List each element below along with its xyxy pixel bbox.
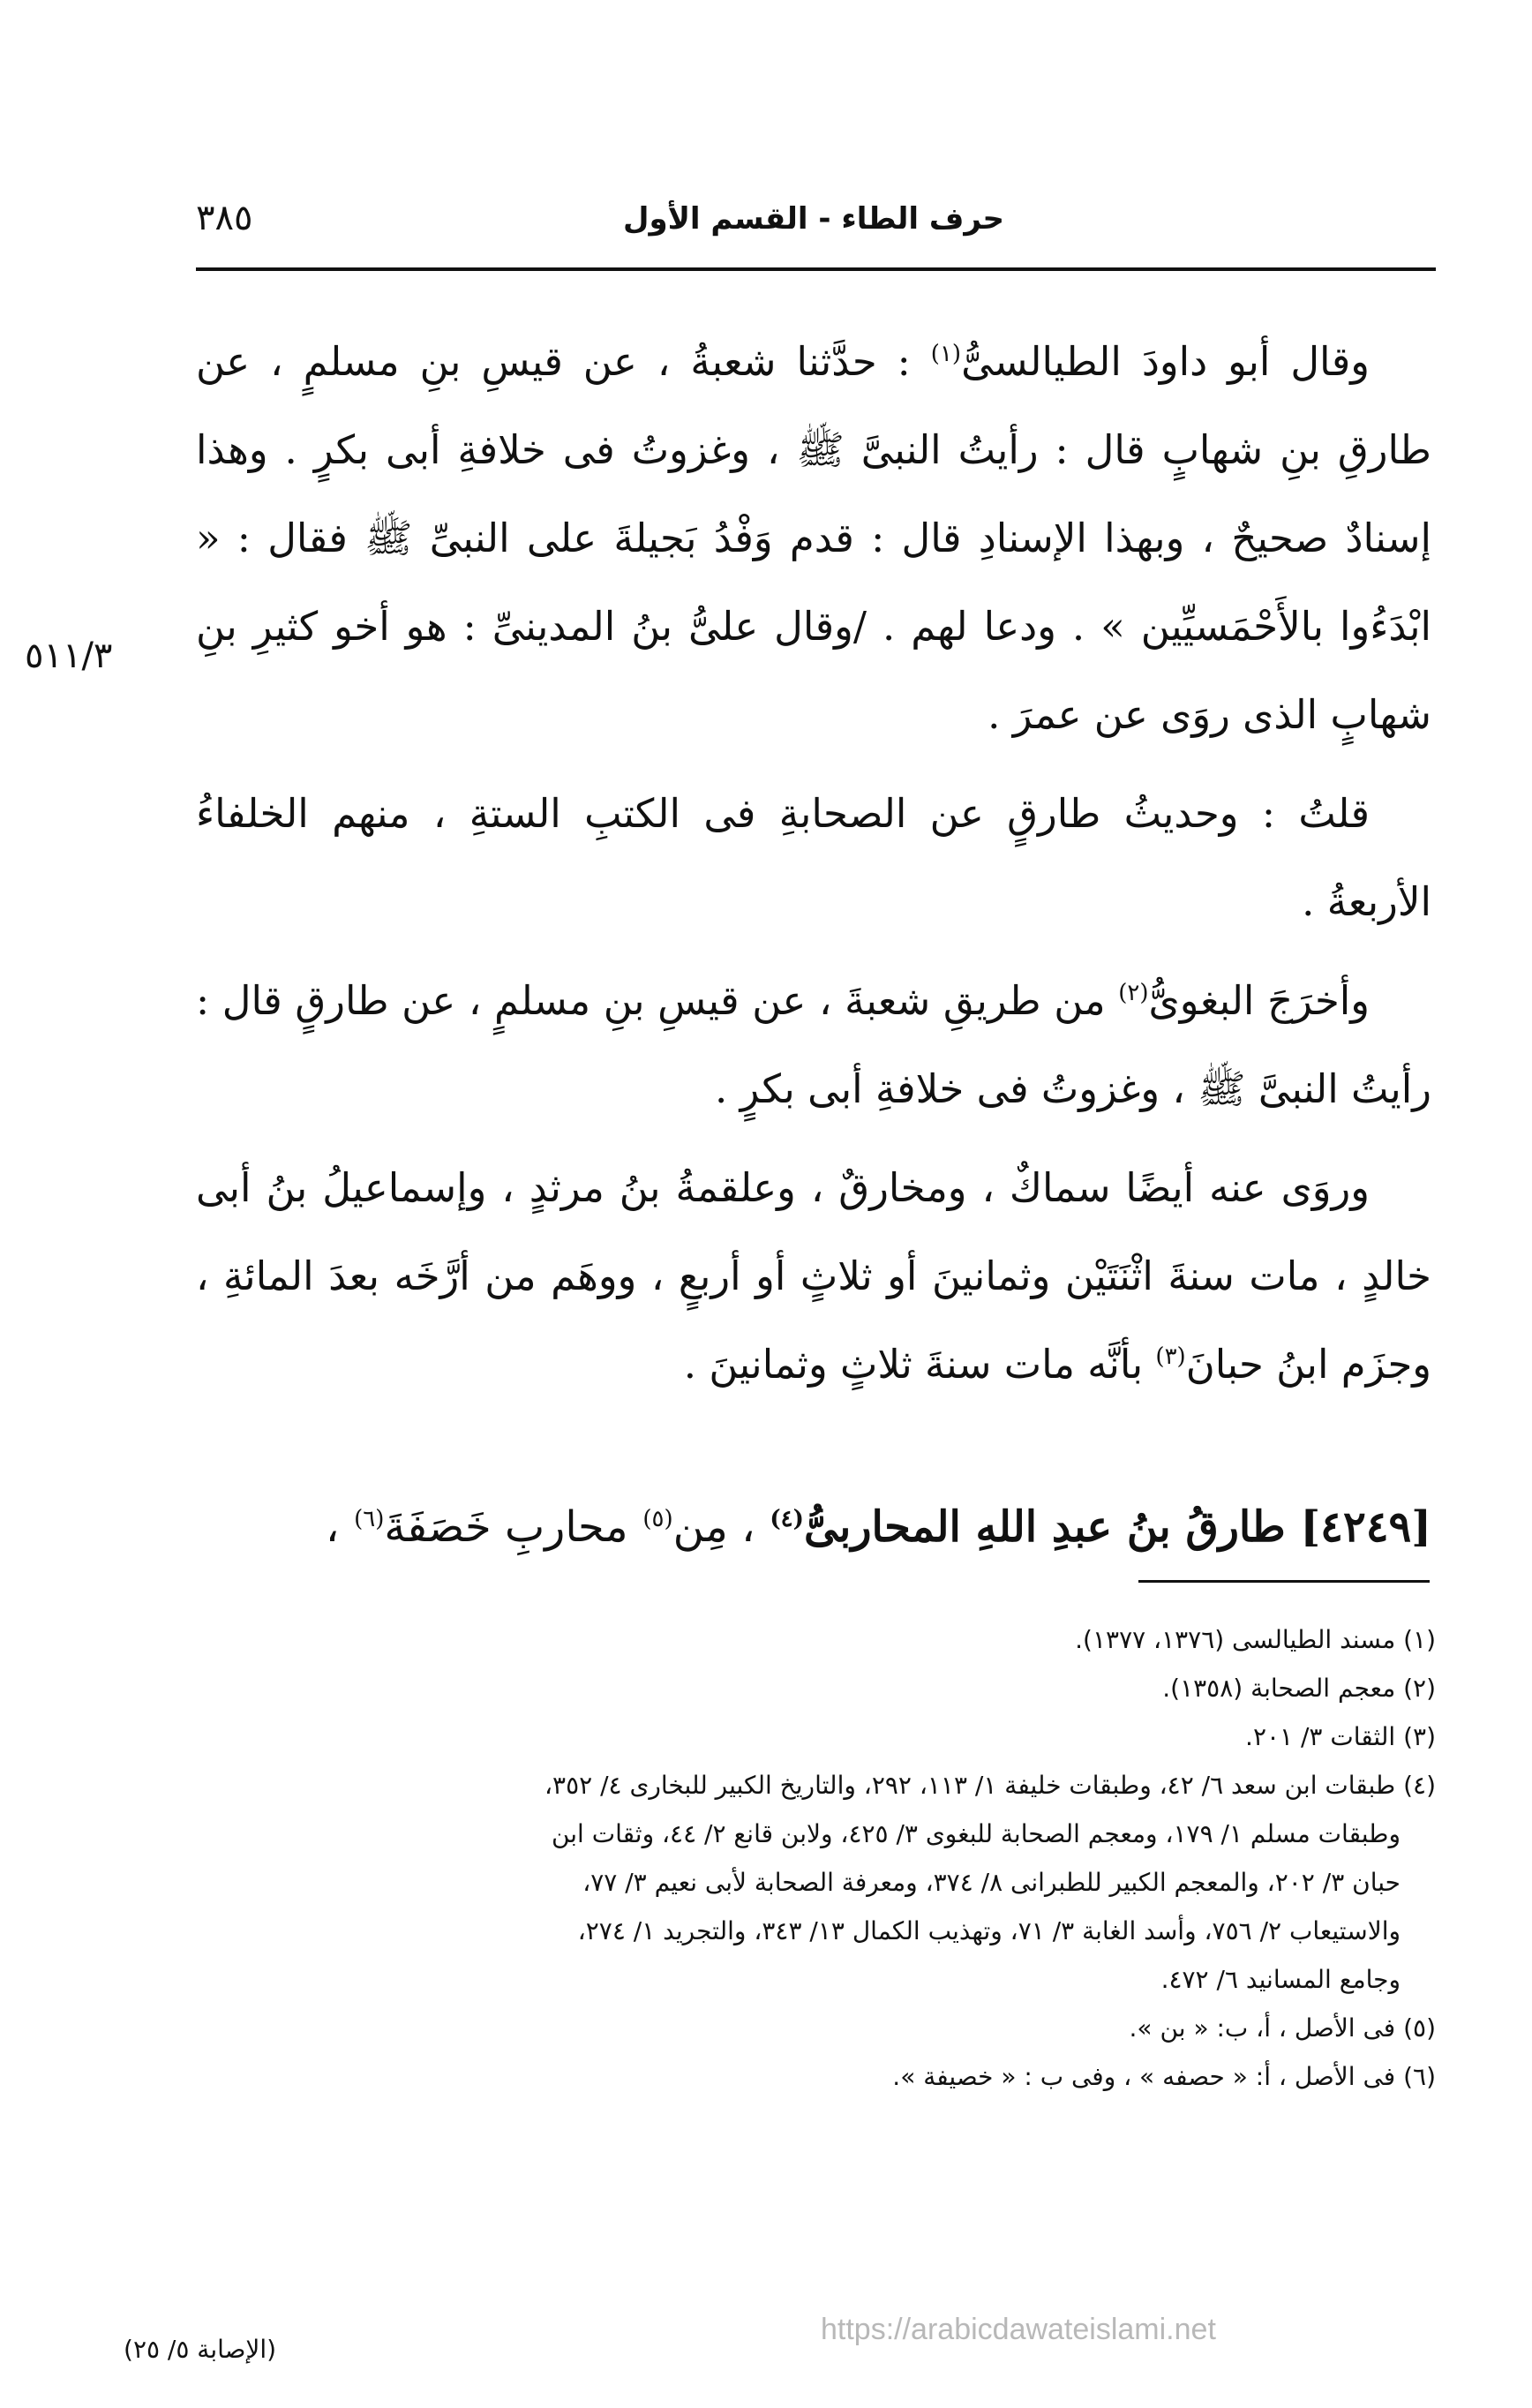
entry-name: طارقُ بنُ عبدِ اللهِ المحاربىُّ — [803, 1502, 1286, 1552]
footnote-ref-4: (٤) — [770, 1506, 804, 1532]
text-span: : حدَّثنا شعبةُ ، عن قيسِ بنِ مسلمٍ ، عن طارقِ بنِ شهابٍ قال : رأيتُ النبىَّ ﷺ ، وغزوتُ فى خلافةِ أبى بكرٍ . وهذا إسنادٌ صحيحٌ ، وبهذا الإسنادِ قال : قدم وَفْدُ بَجيلةَ على النبىِّ ﷺ فقال : « ابْدَءُوا بالأَحْمَسيِّين » . ودعا لهم . /وقال علىُّ بنُ المدينىِّ : هو أخو كثيرِ بنِ شهابٍ الذى روَى عن عمرَ . — [196, 338, 1431, 738]
footnote-5: (٥) فى الأصل ، أ، ب: « بن ». — [1129, 2013, 1436, 2043]
footnote-ref-2: (٢) — [1118, 980, 1149, 1006]
footnote-divider — [1138, 1580, 1430, 1583]
entry-number: [٤٢٤٩] — [1300, 1502, 1431, 1552]
biography-entry-heading — [196, 1492, 1431, 1562]
footnote-3: (٣) الثقات ٣/ ٢٠١. — [1245, 1722, 1436, 1751]
footnote-4-line-2: وطبقات مسلم ١/ ١٧٩، ومعجم الصحابة للبغوى ٣/ ٤٢٥، ولابن قانع ٢/ ٤٤، وثقات ابن — [551, 1819, 1401, 1848]
footnote-6: (٦) فى الأصل ، أ: « حصفه » ، وفى ب : « خصيفة ». — [892, 2062, 1436, 2091]
footnote-ref-1: (١) — [930, 341, 962, 367]
text-span: من طريقِ شعبةَ ، عن قيسِ بنِ مسلمٍ ، عن طارقٍ قال : رأيتُ النبىَّ ﷺ ، وغزوتُ فى خلافةِ أبى بكرٍ . — [196, 977, 1431, 1112]
text-span: وقال أبو داودَ الطيالسىُّ — [961, 338, 1370, 385]
paragraph-1 — [196, 318, 1431, 759]
text-span: بأنَّه مات سنةَ ثلاثٍ وثمانينَ . — [683, 1341, 1156, 1388]
paragraph-2 — [196, 770, 1431, 946]
footnote-ref-3: (٣) — [1155, 1343, 1186, 1370]
margin-reference: ٥١١/٣ — [25, 636, 113, 676]
paragraph-4 — [196, 1144, 1431, 1409]
running-title: حرف الطاء - القسم الأول — [622, 201, 1005, 237]
footnote-ref-5: (٥) — [642, 1506, 673, 1532]
paragraph-3 — [196, 957, 1431, 1133]
watermark-url: https://arabicdawateislami.net — [821, 2313, 1216, 2346]
page-number: ٣٨٥ — [196, 198, 253, 238]
header-divider — [196, 267, 1436, 271]
footnote-4-line-5: وجامع المسانيد ٦/ ٤٧٢. — [1160, 1965, 1401, 1994]
page-header — [196, 185, 1431, 265]
entry-comma: ، — [325, 1502, 340, 1552]
text-span: وروَى عنه أيضًا سماكٌ ، ومخارقٌ ، وعلقمةُ بنُ مرثدٍ ، وإسماعيلُ بنُ أبى خالدٍ ، مات سنةَ اثْنَتَيْن وثمانينَ أو ثلاثٍ أو أربعٍ ، ووهَم من أرَّخَه بعدَ المائةِ ، وجزَم ابنُ حبانَ — [196, 1164, 1431, 1388]
footnote-1: (١) مسند الطيالسى (١٣٧٦، ١٣٧٧). — [1075, 1625, 1436, 1654]
main-text — [196, 318, 1431, 1409]
text-span: وأخرَجَ البغوىُّ — [1148, 977, 1370, 1024]
footnotes — [196, 1615, 1436, 2101]
footnote-4-line-3: حبان ٣/ ٢٠٢، والمعجم الكبير للطبرانى ٨/ ٣٧٤، ومعرفة الصحابة لأبى نعيم ٣/ ٧٧، — [582, 1868, 1401, 1897]
footnote-4: (٤) طبقات ابن سعد ٦/ ٤٢، وطبقات خليفة ١/ ١١٣، ٢٩٢، والتاريخ الكبير للبخارى ٤/ ٣٥٢، — [544, 1771, 1436, 1800]
entry-tribe: محاربِ خَصَفَةَ — [384, 1502, 628, 1552]
entry-connector: ، مِن — [672, 1502, 755, 1552]
footnote-2: (٢) معجم الصحابة (١٣٥٨). — [1162, 1674, 1436, 1703]
footnote-ref-6: (٦) — [354, 1506, 385, 1532]
text-span: قلتُ : وحديثُ طارقٍ عن الصحابةِ فى الكتبِ الستةِ ، منهم الخلفاءُ الأربعةُ . — [196, 790, 1431, 925]
footnote-4-line-4: والاستيعاب ٢/ ٧٥٦، وأسد الغابة ٣/ ٧١، وتهذيب الكمال ١٣/ ٣٤٣، والتجريد ١/ ٢٧٤، — [577, 1916, 1401, 1945]
volume-signature: (الإصابة ٥/ ٢٥) — [124, 2335, 277, 2364]
